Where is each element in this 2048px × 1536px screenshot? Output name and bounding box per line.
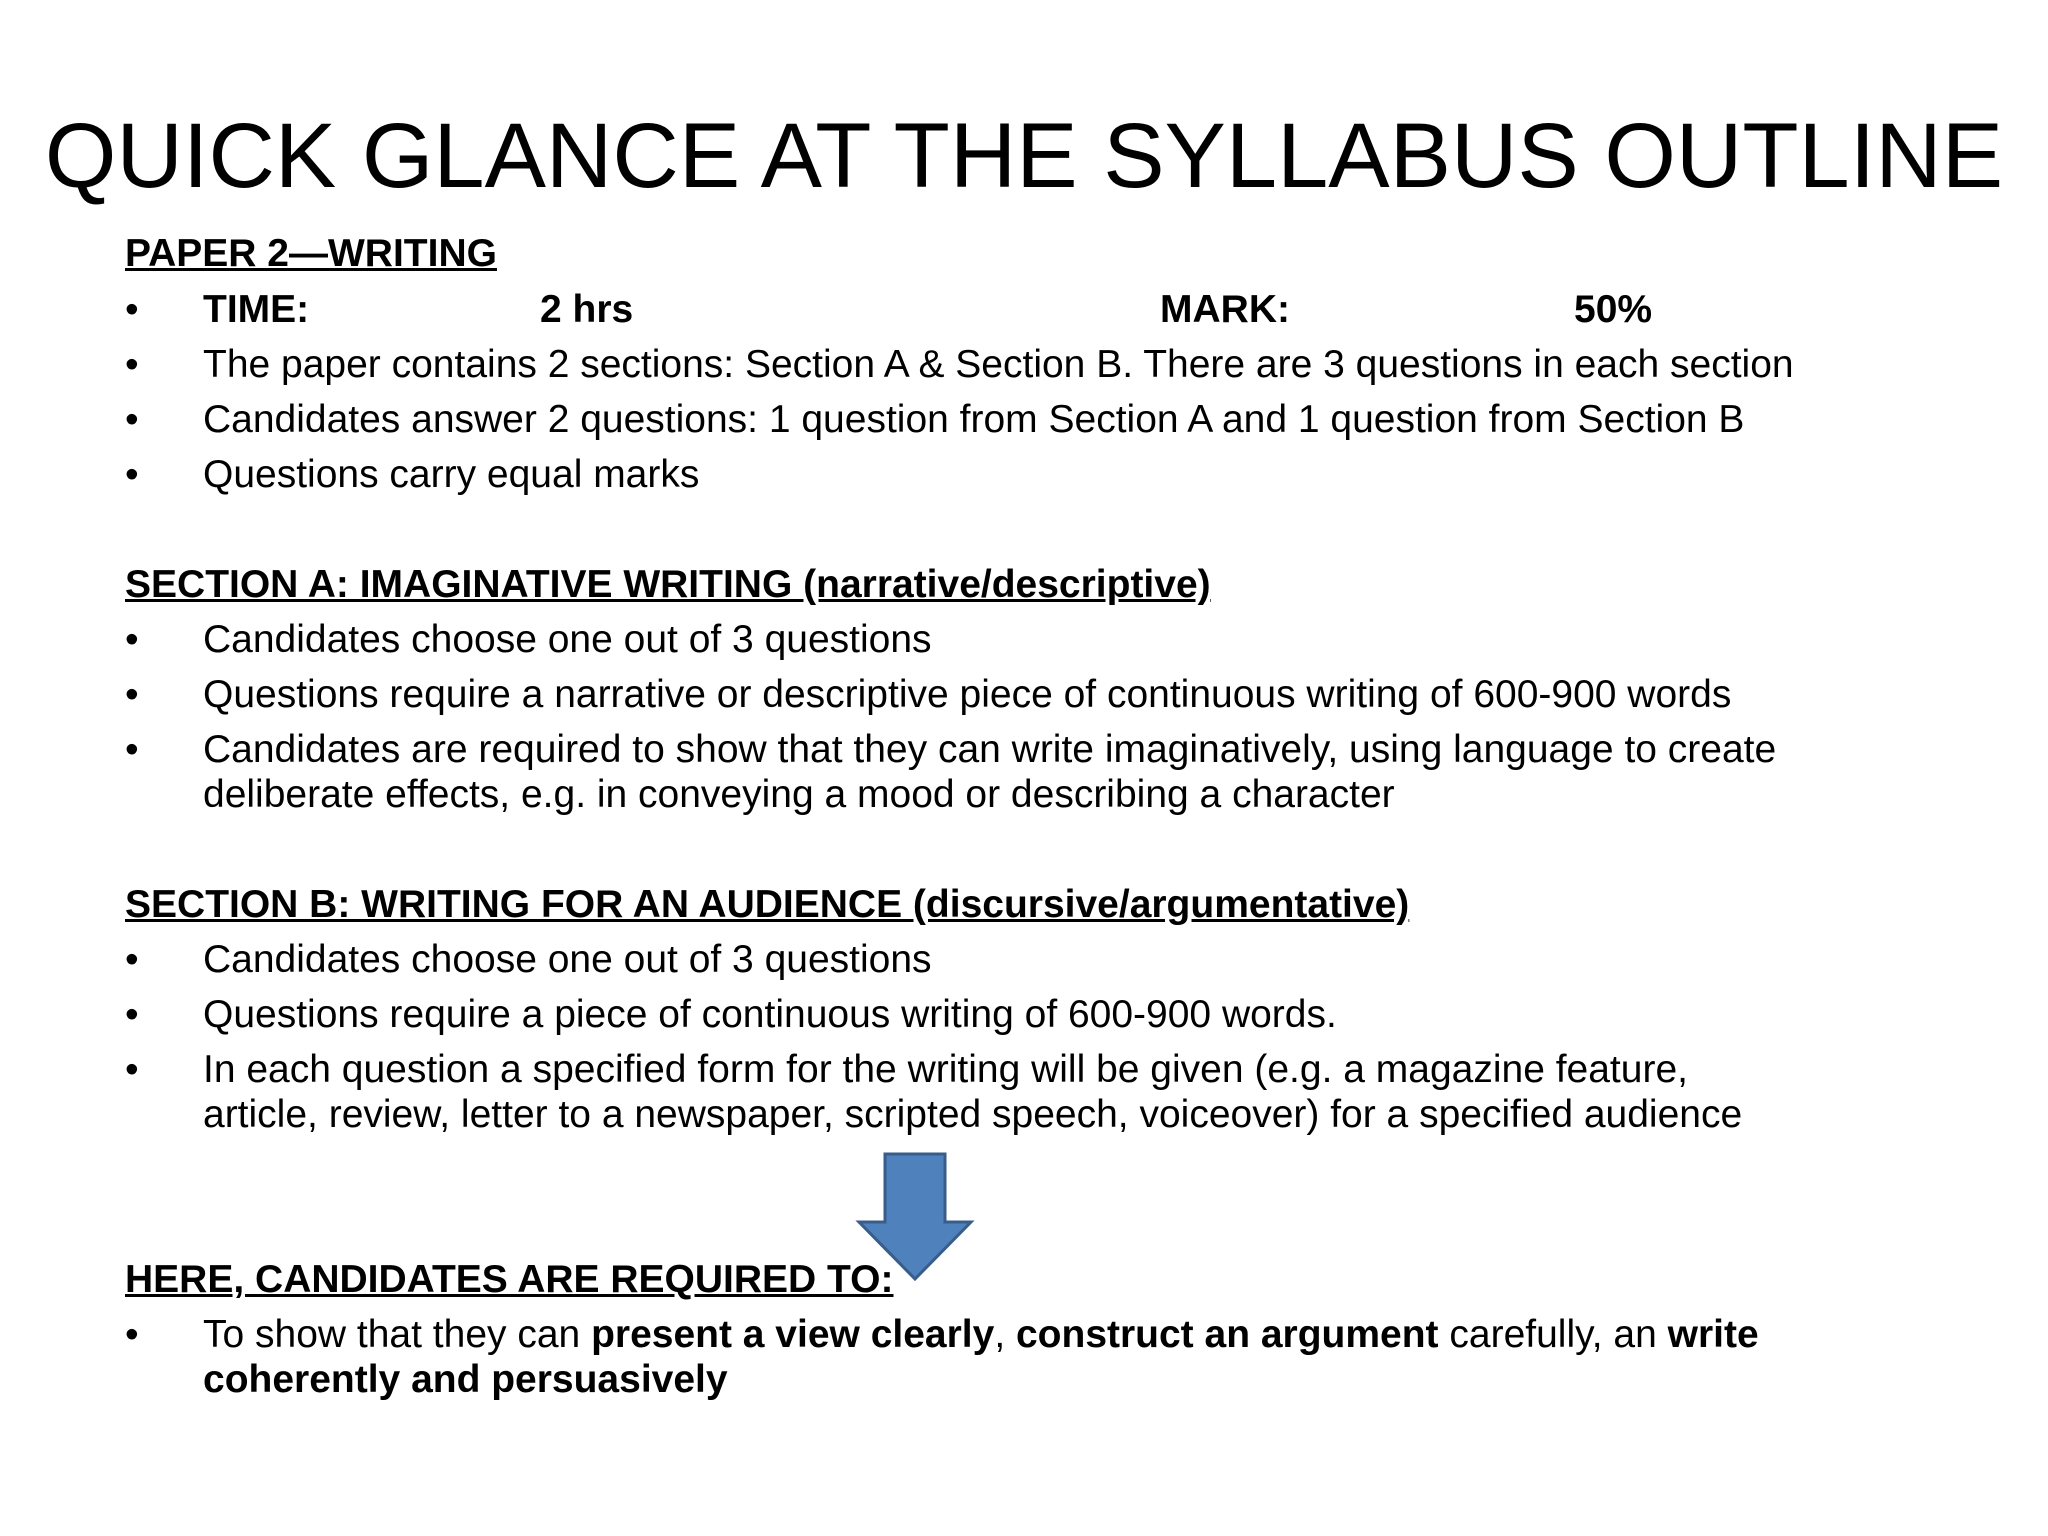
slide-title: QUICK GLANCE AT THE SYLLABUS OUTLINE — [44, 105, 2004, 207]
required-text-part1: To show that they can — [203, 1313, 592, 1356]
list-item-text: Candidates choose one out of 3 questions — [203, 618, 932, 661]
time-label: TIME: — [203, 288, 310, 331]
bullet: • — [125, 1313, 139, 1356]
mark-label: MARK: — [1160, 288, 1290, 331]
bullet: • — [125, 618, 139, 661]
required-bold-coherently: coherently and persuasively — [203, 1358, 728, 1401]
list-item-text-line1: In each question a specified form for the writing will be given (e.g. a magazine feature, — [203, 1048, 1688, 1091]
required-bold-construct-argument: construct an argument — [1015, 1313, 1439, 1356]
required-bold-write: write — [1667, 1313, 1759, 1356]
list-item-text-line2: deliberate effects, e.g. in conveying a mood or describing a character — [203, 773, 1395, 816]
list-item-text-line1: Candidates are required to show that they can write imaginatively, using language to create — [203, 728, 1777, 771]
list-item-text: The paper contains 2 sections: Section A & Section B. There are 3 questions in each section — [203, 343, 1794, 386]
bullet: • — [125, 288, 139, 331]
bullet: • — [125, 938, 139, 981]
list-item-text-line1 — [203, 1312, 2033, 1358]
bullet: • — [125, 728, 139, 771]
section-b-heading: SECTION B: WRITING FOR AN AUDIENCE (discursive/argumentative) — [125, 883, 1410, 926]
list-item-text: Candidates choose one out of 3 questions — [203, 938, 932, 981]
required-text-part2: , — [994, 1313, 1016, 1356]
bullet: • — [125, 343, 139, 386]
required-text-part3: carefully, an — [1438, 1313, 1668, 1356]
bullet: • — [125, 398, 139, 441]
list-item-text-line2: article, review, letter to a newspaper, scripted speech, voiceover) for a specified audience — [203, 1093, 1743, 1136]
list-item-text: Candidates answer 2 questions: 1 question from Section A and 1 question from Section B — [203, 398, 1745, 441]
bullet: • — [125, 1048, 139, 1091]
list-item-text: Questions carry equal marks — [203, 453, 700, 496]
required-bold-present-view: present a view clearly — [591, 1313, 995, 1356]
section-a-heading: SECTION A: IMAGINATIVE WRITING (narrative/descriptive) — [125, 563, 1211, 606]
mark-value: 50% — [1574, 288, 1653, 331]
bullet: • — [125, 673, 139, 716]
paper-heading: PAPER 2—WRITING — [125, 232, 497, 275]
bullet: • — [125, 993, 139, 1036]
list-item-text: Questions require a narrative or descriptive piece of continuous writing of 600-900 words — [203, 673, 1732, 716]
bullet: • — [125, 453, 139, 496]
required-heading: HERE, CANDIDATES ARE REQUIRED TO: — [125, 1258, 894, 1301]
time-value: 2 hrs — [540, 288, 634, 331]
list-item-text: Questions require a piece of continuous writing of 600-900 words. — [203, 993, 1337, 1036]
